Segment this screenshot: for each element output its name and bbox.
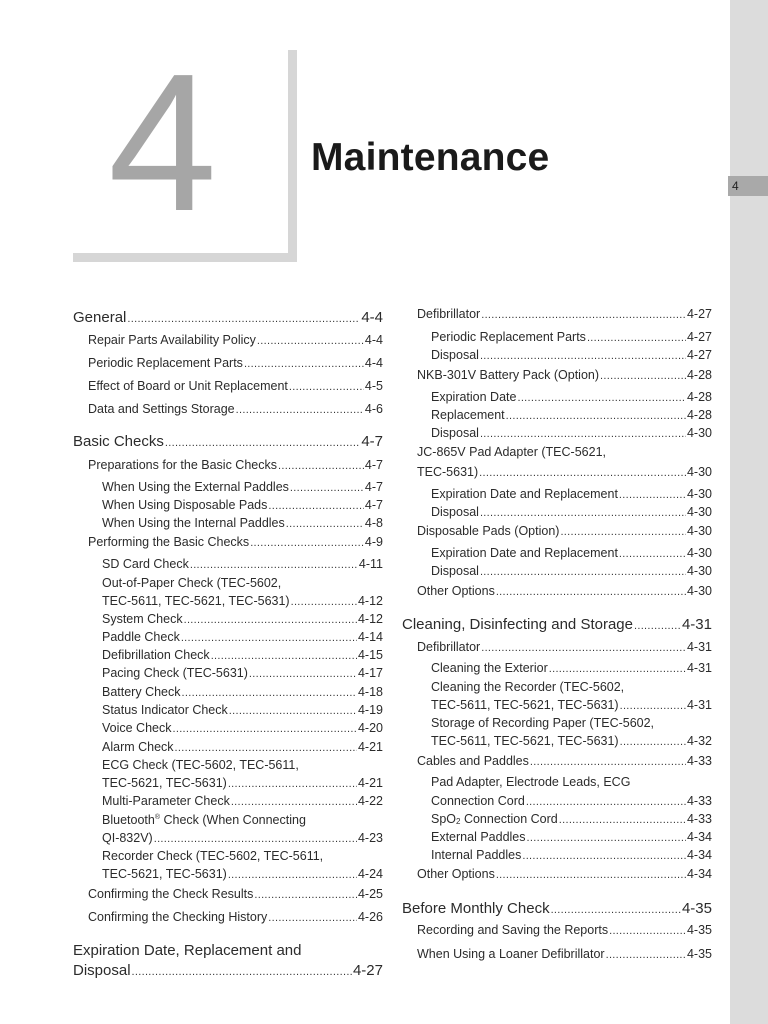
toc-entry-label: SD Card Check xyxy=(102,557,189,571)
toc-entry-label: Confirming the Check Results xyxy=(88,887,254,901)
toc-entry[interactable] xyxy=(102,740,383,754)
toc-entry[interactable] xyxy=(73,433,383,450)
toc-entry[interactable] xyxy=(431,848,712,862)
toc-entry-page: 4-33 xyxy=(686,754,712,768)
toc-entry-label: SpO$_2$ Connection Cord xyxy=(431,812,558,826)
toc-entry-page: 4-5 xyxy=(364,379,383,393)
dot-leader xyxy=(268,912,357,924)
toc-entry-label: Disposal xyxy=(431,564,479,578)
toc-entry-label: System Check xyxy=(102,612,183,626)
dot-leader xyxy=(480,566,686,578)
toc-entry-label-cont: QI-832V) xyxy=(102,831,153,845)
dot-leader xyxy=(619,548,686,560)
toc-entry-label: JC-865V Pad Adapter (TEC-5621, xyxy=(417,445,606,459)
dot-leader xyxy=(127,313,360,325)
toc-entry[interactable] xyxy=(431,505,712,519)
toc-entry-page: 4-31 xyxy=(686,698,712,712)
toc-entry-page: 4-34 xyxy=(686,867,712,881)
dot-leader xyxy=(290,482,364,494)
toc-entry-page: 4-14 xyxy=(357,630,383,644)
toc-entry-page: 4-27 xyxy=(686,348,712,362)
toc-entry[interactable] xyxy=(102,758,299,772)
toc-entry[interactable] xyxy=(88,356,383,370)
toc-entry-label: When Using a Loaner Defibrillator xyxy=(417,947,605,961)
toc-entry-continuation[interactable] xyxy=(73,962,383,979)
dot-leader xyxy=(228,869,357,881)
toc-entry[interactable] xyxy=(102,721,383,735)
toc-entry-page: 4-15 xyxy=(357,648,383,662)
dot-leader xyxy=(182,687,357,699)
toc-entry[interactable] xyxy=(88,887,383,901)
toc-entry-label: Recording and Saving the Reports xyxy=(417,923,609,937)
toc-entry-page: 4-31 xyxy=(686,640,712,654)
dot-leader xyxy=(286,518,364,530)
dot-leader xyxy=(506,410,686,422)
toc-entry[interactable] xyxy=(417,867,712,881)
toc-entry[interactable] xyxy=(102,794,383,808)
toc-entry-label-cont: TEC-5611, TEC-5621, TEC-5631) xyxy=(431,734,619,748)
toc-entry-page: 4-30 xyxy=(686,564,712,578)
dot-leader xyxy=(249,668,357,680)
toc-entry-continuation[interactable] xyxy=(102,776,383,790)
toc-entry-label: Repair Parts Availability Policy xyxy=(88,333,256,347)
toc-entry-label: Alarm Check xyxy=(102,740,174,754)
toc-entry-label: Multi-Parameter Check xyxy=(102,794,230,808)
dot-leader xyxy=(481,309,686,321)
toc-entry-page: 4-9 xyxy=(364,535,383,549)
toc-entry-continuation[interactable] xyxy=(431,698,712,712)
toc-entry-page: 4-18 xyxy=(357,685,383,699)
toc-entry-page: 4-30 xyxy=(686,426,712,440)
toc-entry[interactable] xyxy=(102,849,323,863)
dot-leader xyxy=(254,889,357,901)
toc-entry[interactable] xyxy=(402,900,712,917)
toc-entry[interactable] xyxy=(431,680,624,694)
toc-entry-label: General xyxy=(73,309,127,326)
toc-entry[interactable] xyxy=(431,390,712,404)
toc-entry[interactable] xyxy=(417,754,712,768)
toc-entry-page: 4-4 xyxy=(364,333,383,347)
toc-entry-label: Internal Paddles xyxy=(431,848,522,862)
toc-entry-label: Preparations for the Basic Checks xyxy=(88,458,277,472)
toc-entry-label: Other Options xyxy=(417,867,495,881)
toc-entry-label: Other Options xyxy=(417,584,495,598)
toc-entry[interactable] xyxy=(102,480,383,494)
toc-entry-page: 4-30 xyxy=(686,524,712,538)
frame-bottom-bar xyxy=(73,253,297,262)
toc-entry-page: 4-19 xyxy=(357,703,383,717)
toc-entry-label: Basic Checks xyxy=(73,433,164,450)
dot-leader xyxy=(480,428,686,440)
dot-leader xyxy=(172,723,356,735)
toc-entry[interactable] xyxy=(88,333,383,347)
toc-entry-page: 4-28 xyxy=(686,368,712,382)
toc-entry-label: Effect of Board or Unit Replacement xyxy=(88,379,288,393)
toc-entry-label-cont: Connection Cord xyxy=(431,794,525,808)
toc-entry-label: Periodic Replacement Parts xyxy=(88,356,243,370)
dot-leader xyxy=(526,796,686,808)
dot-leader xyxy=(634,620,681,632)
toc-entry-page: 4-12 xyxy=(357,594,383,608)
dot-leader xyxy=(619,489,686,501)
toc-entry-continuation[interactable] xyxy=(431,794,712,808)
dot-leader xyxy=(480,507,686,519)
toc-entry-page: 4-7 xyxy=(364,480,383,494)
toc-entry[interactable] xyxy=(417,584,712,598)
registered-mark: ® xyxy=(154,814,160,821)
dot-leader xyxy=(587,332,686,344)
dot-leader xyxy=(154,833,357,845)
toc-entry[interactable] xyxy=(417,368,712,382)
toc-entry-label: Out-of-Paper Check (TEC-5602, xyxy=(102,576,282,590)
toc-entry-page: 4-11 xyxy=(358,557,383,571)
toc-entry-continuation[interactable] xyxy=(417,465,712,479)
toc-entry[interactable] xyxy=(417,923,712,937)
toc-entry-label: Pad Adapter, Electrode Leads, ECG xyxy=(431,775,631,789)
toc-entry-label: ECG Check (TEC-5602, TEC-5611, xyxy=(102,758,299,772)
toc-entry-label: Disposal xyxy=(431,426,479,440)
toc-entry-label: Defibrillator xyxy=(417,307,481,321)
toc-entry-page: 4-28 xyxy=(686,390,712,404)
toc-entry[interactable] xyxy=(417,307,712,321)
toc-entry-page: 4-23 xyxy=(357,831,383,845)
toc-entry[interactable] xyxy=(431,348,712,362)
toc-entry-label: Cleaning the Recorder (TEC-5602, xyxy=(431,680,625,694)
toc-entry-label: Bluetooth® Check (When Connecting xyxy=(102,813,306,827)
toc-entry-page: 4-27 xyxy=(686,307,712,321)
dot-leader xyxy=(190,559,358,571)
toc-entry-continuation[interactable] xyxy=(102,594,383,608)
toc-entry-page: 4-21 xyxy=(357,740,383,754)
dot-leader xyxy=(181,632,357,644)
toc-entry-label: Battery Check xyxy=(102,685,181,699)
toc-entry-page: 4-7 xyxy=(364,498,383,512)
dot-leader xyxy=(184,614,357,626)
dot-leader xyxy=(175,742,357,754)
chapter-number: 4 xyxy=(108,33,218,252)
dot-leader xyxy=(522,850,686,862)
toc-entry[interactable] xyxy=(431,426,712,440)
toc-entry-page: 4-28 xyxy=(686,408,712,422)
dot-leader xyxy=(257,335,364,347)
toc-entry-label: Replacement xyxy=(431,408,505,422)
toc-entry-label: Cables and Paddles xyxy=(417,754,529,768)
toc-entry-page: 4-7 xyxy=(364,458,383,472)
toc-entry-page: 4-27 xyxy=(686,330,712,344)
toc-entry-label: External Paddles xyxy=(431,830,526,844)
toc-entry[interactable] xyxy=(102,576,281,590)
dot-leader xyxy=(600,370,686,382)
toc-entry-page: 4-35 xyxy=(686,923,712,937)
frame-right-bar xyxy=(288,50,297,262)
toc-entry-page: 4-34 xyxy=(686,830,712,844)
dot-leader xyxy=(496,869,686,881)
toc-entry-label: Data and Settings Storage xyxy=(88,402,235,416)
toc-entry-page: 4-7 xyxy=(361,433,383,450)
toc-entry-page: 4-30 xyxy=(686,584,712,598)
toc-entry[interactable] xyxy=(417,445,606,459)
dot-leader xyxy=(289,381,364,393)
dot-leader xyxy=(132,966,352,978)
toc-entry-page: 4-4 xyxy=(361,309,383,326)
toc-entry[interactable] xyxy=(431,330,712,344)
toc-entry-label-cont: TEC-5631) xyxy=(417,465,479,479)
dot-leader xyxy=(229,705,357,717)
toc-entry-label: Pacing Check (TEC-5631) xyxy=(102,666,248,680)
toc-entry-label: When Using the Internal Paddles xyxy=(102,516,285,530)
toc-entry[interactable] xyxy=(102,516,383,530)
toc-entry-label-cont: Disposal xyxy=(73,962,131,979)
toc-entry-label-cont: TEC-5611, TEC-5621, TEC-5631) xyxy=(431,698,619,712)
toc-entry-label: Cleaning, Disinfecting and Storage xyxy=(402,616,633,633)
toc-entry-label: Paddle Check xyxy=(102,630,180,644)
toc-entry-label: Expiration Date and Replacement xyxy=(431,487,618,501)
dot-leader xyxy=(268,500,364,512)
toc-entry-page: 4-24 xyxy=(357,867,383,881)
toc-entry-label: Disposal xyxy=(431,348,479,362)
toc-entry[interactable] xyxy=(431,564,712,578)
dot-leader xyxy=(551,904,681,916)
toc-entry-label-cont: TEC-5621, TEC-5631) xyxy=(102,867,227,881)
dot-leader xyxy=(527,832,686,844)
toc-entry-page: 4-22 xyxy=(357,794,383,808)
toc-entry[interactable] xyxy=(102,685,383,699)
toc-entry[interactable] xyxy=(431,830,712,844)
toc-entry-label: Expiration Date xyxy=(431,390,517,404)
toc-entry-page: 4-35 xyxy=(686,947,712,961)
toc-entry-page: 4-33 xyxy=(686,794,712,808)
toc-entry-page: 4-30 xyxy=(686,465,712,479)
toc-entry-page: 4-34 xyxy=(686,848,712,862)
toc-entry[interactable] xyxy=(88,402,383,416)
toc-entry-label: Periodic Replacement Parts xyxy=(431,330,586,344)
toc-entry-page: 4-26 xyxy=(357,910,383,924)
toc-entry-label: Recorder Check (TEC-5602, TEC-5611, xyxy=(102,849,324,863)
toc-entry-continuation[interactable] xyxy=(102,831,383,845)
toc-entry-page: 4-20 xyxy=(357,721,383,735)
toc-entry[interactable] xyxy=(102,557,383,571)
toc-entry[interactable] xyxy=(431,546,712,560)
toc-entry-label-cont: TEC-5611, TEC-5621, TEC-5631) xyxy=(102,594,290,608)
toc-entry-label: Expiration Date and Replacement xyxy=(431,546,618,560)
toc-entry-page: 4-17 xyxy=(357,666,383,680)
toc-entry[interactable] xyxy=(417,947,712,961)
toc-entry[interactable] xyxy=(431,812,712,826)
toc-entry[interactable] xyxy=(88,458,383,472)
dot-leader xyxy=(278,460,364,472)
toc-entry[interactable] xyxy=(102,648,383,662)
toc-entry[interactable] xyxy=(431,661,712,675)
toc-entry[interactable] xyxy=(73,942,301,959)
toc-entry[interactable] xyxy=(431,487,712,501)
dot-leader xyxy=(231,796,357,808)
dot-leader xyxy=(211,650,357,662)
toc-entry-label: Cleaning the Exterior xyxy=(431,661,548,675)
toc-entry-label: Before Monthly Check xyxy=(402,900,550,917)
toc-entry-page: 4-31 xyxy=(681,616,712,633)
toc-entry-page: 4-6 xyxy=(364,402,383,416)
dot-leader xyxy=(480,350,686,362)
toc-entry-label: Performing the Basic Checks xyxy=(88,535,250,549)
dot-leader xyxy=(496,586,686,598)
toc-entry-label: NKB-301V Battery Pack (Option) xyxy=(417,368,600,382)
toc-entry-label: Defibrillation Check xyxy=(102,648,210,662)
toc-entry-label: Disposal xyxy=(431,505,479,519)
toc-entry-page: 4-30 xyxy=(686,505,712,519)
toc-entry-label: Status Indicator Check xyxy=(102,703,228,717)
toc-entry-page: 4-31 xyxy=(686,661,712,675)
dot-leader xyxy=(559,814,686,826)
toc-entry[interactable] xyxy=(88,379,383,393)
toc-entry[interactable] xyxy=(431,408,712,422)
dot-leader xyxy=(479,467,686,479)
toc-entry-page: 4-4 xyxy=(364,356,383,370)
dot-leader xyxy=(560,526,686,538)
toc-entry[interactable] xyxy=(102,630,383,644)
dot-leader xyxy=(228,778,357,790)
dot-leader xyxy=(517,392,686,404)
dot-leader xyxy=(481,642,686,654)
toc-entry-page: 4-12 xyxy=(357,612,383,626)
toc-entry-page: 4-27 xyxy=(352,962,383,979)
toc-entry-page: 4-30 xyxy=(686,546,712,560)
chapter-title: Maintenance xyxy=(311,136,550,179)
dot-leader xyxy=(250,537,364,549)
subscript: 2 xyxy=(456,817,461,826)
toc-entry-page: 4-35 xyxy=(681,900,712,917)
toc-entry-label-cont: TEC-5621, TEC-5631) xyxy=(102,776,227,790)
toc-entry-page: 4-33 xyxy=(686,812,712,826)
toc-entry-page: 4-32 xyxy=(686,734,712,748)
toc-entry-label: Storage of Recording Paper (TEC-5602, xyxy=(431,716,655,730)
dot-leader xyxy=(620,700,686,712)
toc-entry-label: Defibrillator xyxy=(417,640,481,654)
toc-entry-label: Confirming the Checking History xyxy=(88,910,268,924)
dot-leader xyxy=(165,437,360,449)
dot-leader xyxy=(291,596,357,608)
toc-entry[interactable] xyxy=(102,498,383,512)
toc-entry-label: Disposable Pads (Option) xyxy=(417,524,560,538)
dot-leader xyxy=(609,925,686,937)
dot-leader xyxy=(530,756,686,768)
side-strip xyxy=(730,0,768,1024)
chapter-tab[interactable]: 4 xyxy=(728,176,768,196)
toc-entry[interactable] xyxy=(73,309,383,326)
dot-leader xyxy=(236,404,364,416)
toc-entry-label: When Using Disposable Pads xyxy=(102,498,268,512)
toc-entry-continuation[interactable] xyxy=(102,867,383,881)
toc-entry[interactable] xyxy=(88,535,383,549)
dot-leader xyxy=(606,949,686,961)
dot-leader xyxy=(244,358,364,370)
dot-leader xyxy=(620,736,686,748)
toc-entry-continuation[interactable] xyxy=(431,734,712,748)
toc-entry[interactable] xyxy=(102,813,306,827)
toc-entry-page: 4-21 xyxy=(357,776,383,790)
toc-entry[interactable] xyxy=(417,524,712,538)
toc-entry[interactable] xyxy=(431,775,630,789)
toc-entry-label: When Using the External Paddles xyxy=(102,480,289,494)
toc-entry-label: Expiration Date, Replacement and xyxy=(73,942,302,959)
toc-entry[interactable] xyxy=(431,716,654,730)
toc-entry-page: 4-25 xyxy=(357,887,383,901)
toc-entry[interactable] xyxy=(417,640,712,654)
toc-entry-page: 4-8 xyxy=(364,516,383,530)
toc-entry[interactable] xyxy=(402,616,712,633)
toc-entry[interactable] xyxy=(102,612,383,626)
toc-entry-page: 4-30 xyxy=(686,487,712,501)
toc-entry[interactable] xyxy=(88,910,383,924)
toc-entry[interactable] xyxy=(102,666,383,680)
toc-entry[interactable] xyxy=(102,703,383,717)
toc-entry-label: Voice Check xyxy=(102,721,172,735)
dot-leader xyxy=(549,663,686,675)
